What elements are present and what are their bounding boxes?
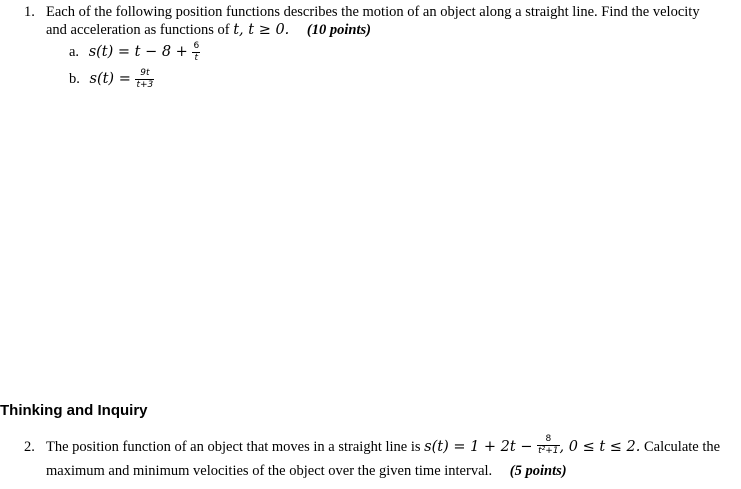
question-2-number: 2.	[24, 439, 35, 455]
question-2-line-2	[46, 460, 567, 482]
part-label: a.	[69, 44, 80, 60]
fraction-denominator: t+3	[136, 80, 154, 91]
question-2-line-1	[46, 436, 720, 458]
fraction-numerator: 8	[537, 435, 559, 446]
question-1-number: 1.	[24, 4, 35, 20]
fraction-denominator: t²+1	[538, 446, 559, 457]
question-2-line-2-text: maximum and minimum velocities of the object over the given time interval.	[46, 463, 493, 479]
section-heading: Thinking and Inquiry	[0, 402, 148, 419]
question-1-line-2	[46, 19, 371, 41]
question-2	[0, 432, 741, 487]
question-1-variable: t, t ≥ 0.	[233, 22, 290, 38]
question-1-line-2-text: and acceleration as functions of	[46, 22, 234, 38]
question-2-line-1-text: The position function of an object that moves in a straight line is	[46, 439, 425, 455]
part-equation: s(t) = t − 8 +	[88, 44, 193, 60]
question-2-interval: , 0 ≤ t ≤ 2.	[559, 439, 641, 455]
part-label: b.	[69, 71, 80, 87]
question-1-part-a	[69, 41, 200, 63]
question-1-line-1: Each of the following position functions describes the motion of an object along a straight line. Find the velocity	[46, 4, 700, 20]
question-1	[0, 0, 741, 110]
question-2-equation: s(t) = 1 + 2t −	[424, 439, 538, 455]
part-equation: s(t) =	[89, 71, 136, 87]
fraction-numerator: 6	[193, 41, 200, 52]
fraction-numerator: 9t	[135, 69, 154, 80]
fraction	[537, 435, 559, 456]
fraction-denominator: t	[194, 53, 199, 64]
question-1-points: (10 points)	[306, 22, 371, 38]
fraction	[135, 69, 154, 90]
question-2-line-1-suffix: Calculate the	[640, 439, 721, 455]
question-2-points: (5 points)	[509, 463, 567, 479]
fraction	[192, 42, 200, 63]
question-1-part-b	[69, 68, 154, 90]
